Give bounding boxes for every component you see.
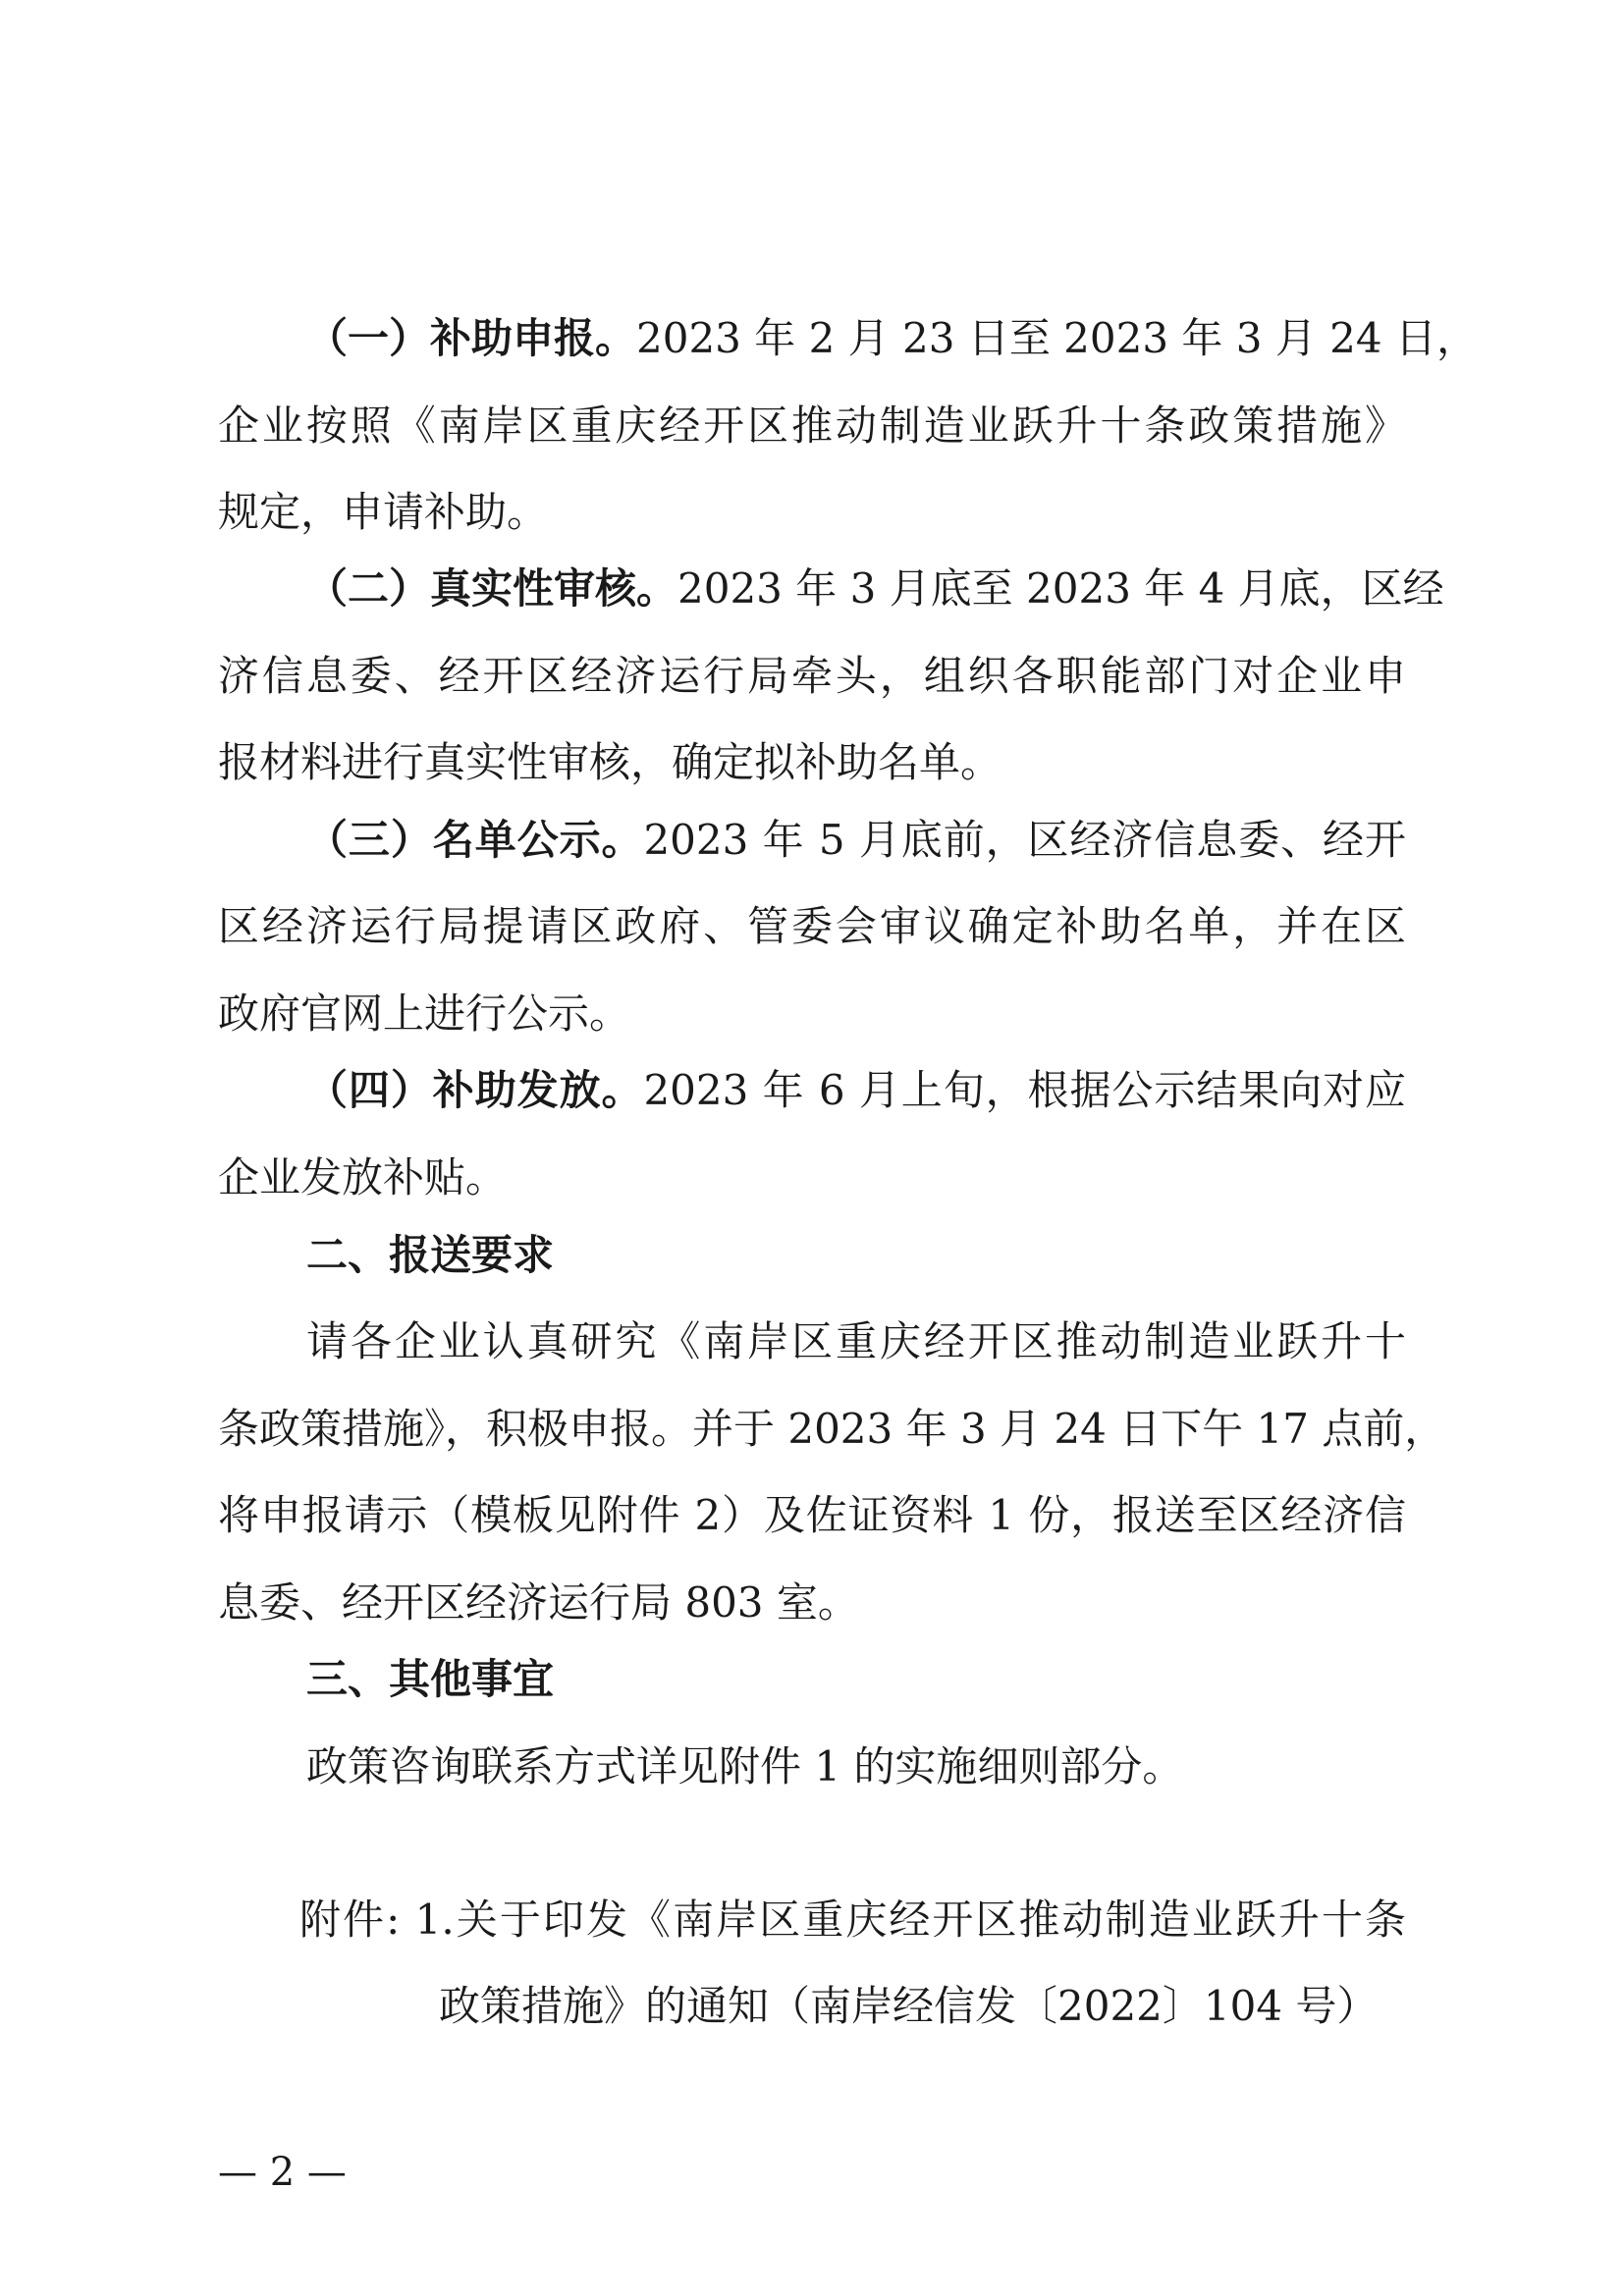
section-1-line-2: 企业按照《南岸区重庆经开区推动制造业跃升十条政策措施》 bbox=[218, 401, 1406, 450]
section-2-line-3: 报材料进行真实性审核，确定拟补助名单。 bbox=[218, 738, 1002, 786]
section-1-first-line bbox=[306, 309, 1478, 368]
para-2-line-3: 将申报请示（模板见附件 2）及佐证资料 1 份，报送至区经济信 bbox=[218, 1491, 1406, 1539]
page-number: — 2 — bbox=[218, 2150, 347, 2195]
attachment-line-1: 附件: 1.关于印发《南岸区重庆经开区推动制造业跃升十条 bbox=[299, 1896, 1406, 1944]
section-4-line-2: 企业发放补贴。 bbox=[218, 1153, 508, 1201]
section-3-first-line bbox=[306, 811, 1406, 870]
section-4-label: （四）补助发放。 bbox=[306, 1066, 644, 1114]
section-1-label: （一）补助申报。 bbox=[306, 314, 637, 362]
section-3-text: 2023 年 5 月底前，区经济信息委、经开 bbox=[643, 816, 1406, 864]
section-3-line-2: 区经济运行局提请区政府、管委会审议确定补助名单，并在区 bbox=[218, 902, 1406, 950]
attachment-line-2: 政策措施》的通知（南岸经信发〔2022〕104 号） bbox=[439, 1982, 1379, 2030]
para-2-line-4: 息委、经开区经济运行局 803 室。 bbox=[218, 1578, 859, 1627]
section-2-line-2: 济信息委、经开区经济运行局牵头，组织各职能部门对企业申 bbox=[218, 652, 1406, 700]
section-3-label: （三）名单公示。 bbox=[306, 816, 644, 864]
section-2-first-line bbox=[306, 560, 1444, 618]
section-2-label: （二）真实性审核。 bbox=[306, 564, 678, 613]
para-3: 政策咨询联系方式详见附件 1 的实施细则部分。 bbox=[306, 1742, 1184, 1790]
heading-other-matters: 三、其他事宜 bbox=[306, 1655, 555, 1703]
section-4-text: 2023 年 6 月上旬，根据公示结果向对应 bbox=[643, 1066, 1406, 1114]
section-1-text: 2023 年 2 月 23 日至 2023 年 3 月 24 日， bbox=[636, 314, 1478, 362]
section-3-line-3: 政府官网上进行公示。 bbox=[218, 989, 631, 1038]
para-2-line-2: 条政策措施》，积极申报。并于 2023 年 3 月 24 日下午 17 点前， bbox=[218, 1405, 1446, 1453]
para-2-line-1: 请各企业认真研究《南岸区重庆经开区推动制造业跃升十 bbox=[306, 1317, 1406, 1365]
heading-submission-requirements: 二、报送要求 bbox=[306, 1231, 555, 1279]
section-4-first-line bbox=[306, 1061, 1406, 1120]
section-1-line-3: 规定，申请补助。 bbox=[218, 488, 549, 536]
section-2-text: 2023 年 3 月底至 2023 年 4 月底，区经 bbox=[677, 564, 1444, 613]
